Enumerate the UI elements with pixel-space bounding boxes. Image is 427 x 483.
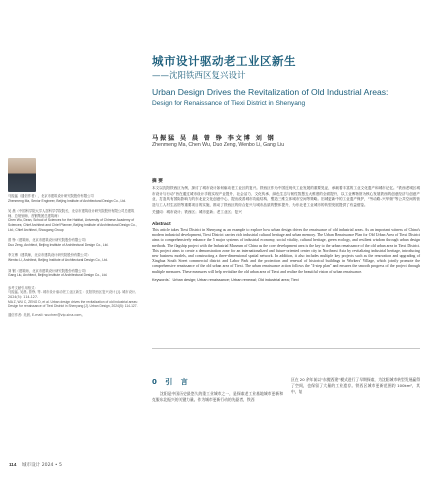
author-bio-cn: 马振猛（通信作者），北京市建筑设计研究院股份有限公司 [8,194,94,198]
keywords-cn: 关键词：城市设计；铁西区；城市更新；老工业区；复兴 [152,210,242,215]
citation-block [8,286,140,318]
author-list-en: Zhenmeng Ma, Chen Wu, Duo Zeng, Wenbo Li, Gang Liu [152,142,285,148]
section-divider [152,348,420,349]
author-bio [8,209,140,232]
article-subtitle-en: Design for Renaissance of Tiexi District in Shenyang [152,100,306,107]
author-bio-en: Wenbo Li, Architect, Beijing Institute of Architectural Design Co., Ltd. [8,257,108,262]
author-bio-cn: 刘 钢（建筑师，北京市建筑设计研究院股份有限公司） [8,268,89,273]
abstract-text-en: This article takes Tiexi District in Shenyang as an example to explore how urban design drives the renaissance of old industrial areas. As an important witness of China's modern industrial development, Tiexi District carries rich industrial cultural heritage and urban memory. The Urban Renaissance Plan for Old Urban Area of Tiexi District aims to comprehensively enhance the 5 major systems of industrial economy, social vitality, cultural heritage, green ecology, and resilient wisdom through urban design methods. The flagship project with the Industrial Museum of China as the core development area is the key to the urban renaissance of the old urban area in Tiexi District. This project aims to create a demonstration zone for an internationalized and future-oriented center city in Northeast Asia by revitalizing industrial heritage, introducing new business models, and constructing a three-dimensional spatial network. In addition, it also includes multiple key projects such as the renovation and upgrading of Xinghua South Street commercial district and Labor Park and the protection and renewal of historical buildings in Workers' Village, which jointly promote the comprehensive renaissance of the old urban area of Tiexi. The urban renaissance action follows the "4-step plan" and ensures the smooth progress of the project through multiple measures. These measures will help revitalize the old urban area of Tiexi and realize the beautiful vision of urban renaissance. [152,227,420,274]
body-text-right: 区在 20 余年前以“东搬西建”模式进行了早期探索，为沈阳城市转型发展赢得了空间，也保留了大量的工业遗存。铁西区城市更新范围约 100km²，其中，复 [291,377,420,395]
article-title: 城市设计驱动老工业区新生 [152,54,296,68]
body-text-left: 沈阳是中国历史最悠久的重工业城市之一，是探索老工业基地城市更新和克服东北振兴的关键力量。作为城市更新行动的先驱者，铁西 [152,391,283,403]
author-bio-en: Duo Zeng, Architect, Beijing Institute of Architectural Design Co., Ltd. [8,242,109,247]
page-number: 114 [9,462,17,467]
author-bio [8,238,140,247]
page-footer [9,462,62,468]
intro-section-right [291,377,420,395]
title-block [152,54,420,108]
author-bio-cn: 李文博（建筑师，北京市建筑设计研究院股份有限公司） [8,253,91,258]
author-bio-en: Zhenmeng Ma, Senior Engineer, Beijing Institute of Architectural Design Co., Ltd. [8,198,127,203]
abstract-heading-en: Abstract [152,220,171,226]
author-bio-en: Gang Liu, Architect, Beijing Institute of Architectural Design Co., Ltd. [8,273,108,278]
abstract-text-cn: 本文以沈阳铁西区为例，探讨了城市设计如何驱动老工业区的复兴。铁西区作为中国近现代工业发展的重要见证，承载着丰富的工业文化遗产和城市记忆。“铁西老城区城市设计与行动”旨在通过城市设计手段实现产业提升、社会活力、文化传承、绿色生态与韧性智慧五大维度的全面提升，以工业博物馆为核心发展铁西的创意经济与创意产业，打造具有国际影响力的东北亚文化创意中心，提出改善城市功能结构、塑造三维立体城市空间等策略。旧城更新中的工业遗产保护，“劳动路–兴华街”等公共空间的营造与工人村生活馆等重要项目的实施，推动了铁西区的综合复兴与城市品质的整体提升，为东北老工业城市的转型发展提供了有益借鉴。 [152,186,420,207]
article-title-en: Urban Design Drives the Revitalization of Old Industrial Areas: [152,87,389,97]
keywords-en: Keywords：Urban design; Urban renaissance; Urban renewal; Old industrial area; Tiexi [152,277,299,282]
abstract-heading-cn: 摘 要 [152,179,163,184]
author-list: 马振猛 吴 晨 曾 铮 李文博 刘 钢 [152,135,276,142]
author-portrait-icon [8,158,36,192]
author-bio [8,194,140,203]
journal-name: 城市设计 2024 • 5 [21,463,62,468]
author-sidebar [8,158,140,317]
author-bio-cn: 吴 晨（中国科学院大学人居科学学院院长，北京市建筑设计研究院股份有限公司总建筑师、总规划师、首钢集团总建筑师） [8,209,135,218]
author-bio [8,269,140,278]
article-subtitle: ——沈阳铁西区复兴设计 [152,71,246,81]
citation-cn: 马振猛, 吴晨, 曾铮, 等. 城市设计驱动老工业区新生：沈阳铁西区复兴设计 [J]. 城市设计, 2024(5): 114-127. [8,290,137,299]
section-heading: 0 引 言 [152,378,191,386]
abstract-block [152,178,420,283]
citation-en: MA Z, WU C, ZENG D, et al. Urban design drives the revitalization of old industrial areas: Design for renaissance of Tiexi District in Shenyang [J]. Urban Design, 2024(5): 114-127. [8,299,138,309]
citation-label: 参考文献引用格式： [8,285,38,290]
corresponding-email: 通信作者: 吴晨, E-mail: wuchen@vip.sina.com。 [8,312,85,317]
author-bio [8,253,140,262]
author-bio-en: Chen Wu, Dean, School of Sciences for the Habitat, University of Chinese Academy of Sciences; Chief Architect and Chief Planner, Beijing Institute of Architectural Design Co., Ltd.; Chief Architect, Shougang Group [8,218,137,232]
intro-section [152,377,283,403]
author-bio-cn: 曾 铮（建筑师，北京市建筑设计研究院股份有限公司） [8,238,89,243]
